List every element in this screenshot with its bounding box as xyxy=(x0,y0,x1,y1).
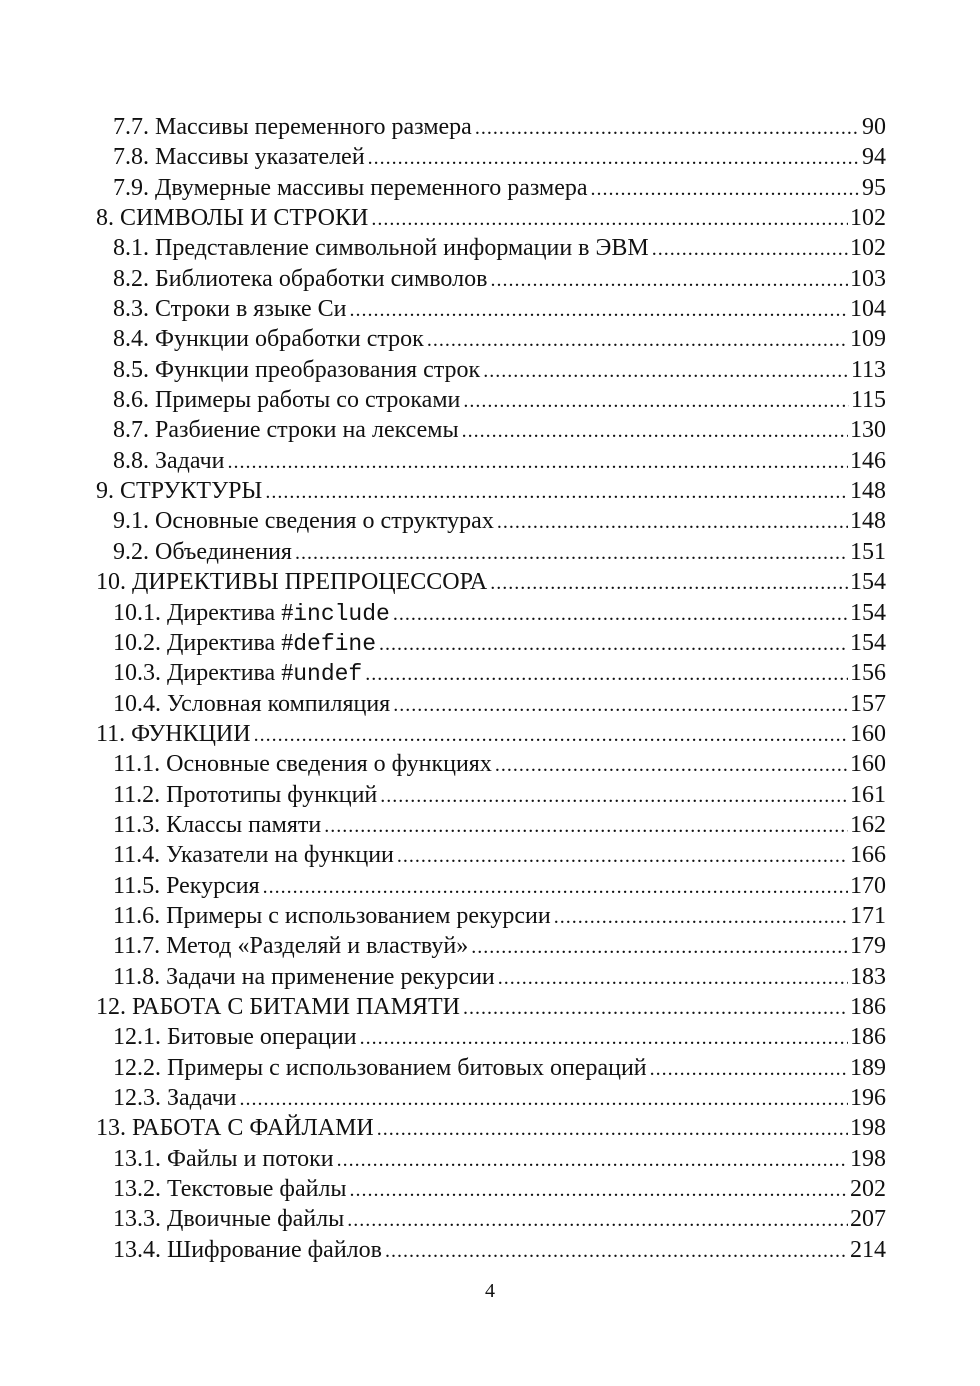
toc-section-entry[interactable] xyxy=(96,294,886,324)
toc-page-number: 113 xyxy=(850,356,886,383)
toc-entry-title xyxy=(113,537,292,567)
toc-entry-title xyxy=(113,658,362,688)
toc-entry-text: 7.7. Массивы переменного размера xyxy=(113,114,472,140)
toc-entry-text: 10. ДИРЕКТИВЫ ПРЕПРОЦЕССОРА xyxy=(96,569,488,596)
toc-entry-text: 11.6. Примеры с использованием рекурсии xyxy=(113,902,551,929)
toc-page-number: 148 xyxy=(850,508,886,535)
toc-page-number: 202 xyxy=(850,1176,886,1203)
toc-page-number: 102 xyxy=(850,205,886,232)
toc-section-entry[interactable] xyxy=(96,689,886,719)
toc-page-number: 94 xyxy=(862,144,886,171)
toc-page-number: 130 xyxy=(850,417,886,444)
toc-entry-text: 8.8. Задачи xyxy=(113,447,225,474)
toc-entry-text: 11.8. Задачи на применение рекурсии xyxy=(113,963,495,990)
dot-leader xyxy=(463,386,849,415)
toc-section-entry[interactable] xyxy=(96,1083,886,1113)
toc-entry-text: 12.1. Битовые операции xyxy=(113,1024,357,1051)
toc-page-number: 162 xyxy=(850,811,886,838)
dot-leader xyxy=(254,720,848,749)
toc-section-entry[interactable] xyxy=(96,749,886,779)
dot-leader xyxy=(350,1175,848,1204)
toc-page-number: 166 xyxy=(850,842,886,869)
toc-section-entry[interactable] xyxy=(96,658,886,688)
toc-entry-text: 8.4. Функции обработки строк xyxy=(113,326,424,353)
dot-leader xyxy=(371,204,848,233)
toc-page-number: 198 xyxy=(850,1145,886,1172)
toc-page-number: 183 xyxy=(850,963,886,990)
toc-entry-code: define xyxy=(293,630,377,657)
toc-section-entry[interactable] xyxy=(96,931,886,961)
dot-leader xyxy=(380,781,848,810)
toc-chapter-entry[interactable] xyxy=(96,203,886,233)
toc-entry-title xyxy=(113,173,588,203)
toc-section-entry[interactable] xyxy=(96,962,886,992)
toc-entry-text: 8.2. Библиотека обработки символов xyxy=(113,265,488,292)
toc-page-number: 207 xyxy=(850,1206,886,1233)
toc-page-number: 154 xyxy=(850,629,886,656)
dot-leader xyxy=(240,1084,849,1113)
toc-entry-title xyxy=(113,415,459,445)
toc-entry-text: 7.8. Массивы указателей xyxy=(113,144,365,171)
toc-entry-text: 13.2. Текстовые файлы xyxy=(113,1176,347,1203)
dot-leader xyxy=(498,963,848,992)
toc-entry-title xyxy=(113,324,424,354)
toc-section-entry[interactable] xyxy=(96,1022,886,1052)
toc-entry-text: 12.3. Задачи xyxy=(113,1085,237,1111)
toc-chapter-entry[interactable] xyxy=(96,1113,886,1143)
toc-page-number: 186 xyxy=(850,1024,886,1051)
toc-entry-text: 12.2. Примеры с использованием битовых операций xyxy=(113,1054,647,1081)
dot-leader xyxy=(490,265,848,294)
toc-entry-title xyxy=(113,1235,382,1265)
toc-section-entry[interactable] xyxy=(96,628,886,658)
toc-page-number: 170 xyxy=(850,872,886,899)
dot-leader xyxy=(490,568,848,597)
toc-entry-text: 11. ФУНКЦИИ xyxy=(96,720,251,747)
toc-entry-title xyxy=(113,1083,237,1113)
toc-entry-title xyxy=(113,749,492,779)
toc-entry-code: include xyxy=(293,600,390,627)
toc-entry-text: 8.6. Примеры работы со строками xyxy=(113,387,461,414)
toc-page-number: 151 xyxy=(850,538,886,565)
toc-page-number: 156 xyxy=(850,660,886,687)
toc-entry-text: 8.1. Представление символьной информации в ЭВМ xyxy=(113,235,649,262)
toc-entry-title xyxy=(96,476,262,506)
toc-page-number: 189 xyxy=(850,1054,886,1081)
toc-entry-title xyxy=(113,1053,647,1083)
toc-page-number: 103 xyxy=(850,265,886,292)
toc-entry-title xyxy=(113,355,480,385)
toc-entry-text: 10.2. Директива # xyxy=(113,629,294,656)
toc-section-entry[interactable] xyxy=(96,598,886,628)
page-number: 4 xyxy=(485,1280,495,1302)
dot-leader xyxy=(350,295,848,324)
toc-entry-text: 13. РАБОТА С ФАЙЛАМИ xyxy=(96,1115,374,1142)
dot-leader xyxy=(497,507,848,536)
toc-entry-text: 10.4. Условная компиляция xyxy=(113,690,391,717)
toc-section-entry[interactable] xyxy=(96,1144,886,1174)
toc-page-number: 104 xyxy=(850,296,886,323)
toc-entry-title xyxy=(113,598,390,628)
toc-entry-text: 8. СИМВОЛЫ И СТРОКИ xyxy=(96,205,369,232)
toc-entry-title xyxy=(113,901,551,931)
toc-page-number: 161 xyxy=(850,781,886,808)
dot-leader xyxy=(263,872,848,901)
toc-entry-title xyxy=(96,719,251,749)
dot-leader xyxy=(475,113,860,142)
toc-entry-title xyxy=(113,962,495,992)
toc-section-entry[interactable] xyxy=(96,506,886,536)
toc-section-entry[interactable] xyxy=(96,233,886,263)
toc-entry-title xyxy=(113,840,394,870)
dot-leader xyxy=(377,1114,848,1143)
toc-chapter-entry[interactable] xyxy=(96,719,886,749)
toc-entry-title xyxy=(96,1113,374,1143)
toc-section-entry[interactable] xyxy=(96,810,886,840)
toc-entry-title xyxy=(96,203,368,233)
toc-page-number: 115 xyxy=(850,387,886,414)
toc-page-number: 214 xyxy=(850,1236,886,1263)
dot-leader xyxy=(554,902,848,931)
toc-entry-title xyxy=(113,780,377,810)
toc-page-number: 160 xyxy=(850,751,886,778)
toc-section-entry[interactable] xyxy=(96,324,886,354)
toc-page-number: 90 xyxy=(862,114,886,140)
table-of-contents xyxy=(96,112,886,1265)
toc-section-entry[interactable] xyxy=(96,1053,886,1083)
toc-page-number: 102 xyxy=(850,235,886,262)
toc-entry-title xyxy=(113,506,494,536)
dot-leader xyxy=(462,416,848,445)
toc-section-entry[interactable] xyxy=(96,840,886,870)
toc-entry-title xyxy=(113,1204,344,1234)
toc-page-number: 179 xyxy=(850,933,886,960)
toc-section-entry[interactable] xyxy=(96,112,886,142)
toc-page-number: 196 xyxy=(850,1085,886,1111)
dot-leader xyxy=(337,1145,848,1174)
toc-entry-text: 9.2. Объединения xyxy=(113,538,292,565)
toc-entry-title xyxy=(96,992,460,1022)
toc-entry-code: undef xyxy=(293,661,363,688)
toc-section-entry[interactable] xyxy=(96,415,886,445)
toc-entry-text: 8.5. Функции преобразования строк xyxy=(113,356,481,383)
toc-page-number: 109 xyxy=(850,326,886,353)
toc-entry-title xyxy=(113,264,487,294)
toc-section-entry[interactable] xyxy=(96,780,886,810)
dot-leader xyxy=(393,690,848,719)
toc-page-number: 154 xyxy=(850,569,886,596)
dot-leader xyxy=(295,538,848,567)
toc-chapter-entry[interactable] xyxy=(96,476,886,506)
toc-entry-text: 8.3. Строки в языке Си xyxy=(113,296,347,323)
toc-entry-text: 11.3. Классы памяти xyxy=(113,811,322,838)
toc-section-entry[interactable] xyxy=(96,446,886,476)
toc-entry-title xyxy=(113,142,365,172)
dot-leader xyxy=(427,325,848,354)
toc-section-entry[interactable] xyxy=(96,1174,886,1204)
dot-leader xyxy=(483,356,849,385)
toc-section-entry[interactable] xyxy=(96,1235,886,1265)
toc-entry-title xyxy=(113,1022,357,1052)
toc-section-entry[interactable] xyxy=(96,142,886,172)
toc-section-entry[interactable] xyxy=(96,901,886,931)
dot-leader xyxy=(385,1236,848,1265)
toc-entry-title xyxy=(113,233,649,263)
toc-entry-title xyxy=(113,1144,334,1174)
dot-leader xyxy=(463,993,848,1022)
toc-entry-text: 11.1. Основные сведения о функциях xyxy=(113,751,492,778)
dot-leader xyxy=(365,659,848,688)
toc-entry-text: 13.3. Двоичные файлы xyxy=(113,1206,345,1233)
toc-page-number: 186 xyxy=(850,993,886,1020)
toc-section-entry[interactable] xyxy=(96,264,886,294)
dot-leader xyxy=(379,629,848,658)
dot-leader xyxy=(397,841,848,870)
dot-leader xyxy=(324,811,848,840)
dot-leader xyxy=(228,447,849,476)
toc-entry-text: 11.2. Прототипы функций xyxy=(113,781,378,808)
toc-section-entry[interactable] xyxy=(96,173,886,203)
toc-entry-title xyxy=(113,931,468,961)
dot-leader xyxy=(471,932,848,961)
toc-entry-text: 11.7. Метод «Разделяй и властвуй» xyxy=(113,933,469,960)
toc-page-number: 154 xyxy=(850,599,886,626)
toc-entry-text: 11.4. Указатели на функции xyxy=(113,842,394,869)
toc-entry-title xyxy=(113,628,376,658)
toc-entry-title xyxy=(113,689,390,719)
toc-entry-title xyxy=(113,810,321,840)
dot-leader xyxy=(591,174,860,203)
toc-entry-text: 7.9. Двумерные массивы переменного размера xyxy=(113,174,588,201)
toc-entry-title xyxy=(113,1174,347,1204)
toc-section-entry[interactable] xyxy=(96,871,886,901)
toc-entry-title xyxy=(113,446,225,476)
dot-leader xyxy=(347,1205,848,1234)
toc-entry-title xyxy=(113,112,472,142)
toc-entry-text: 11.5. Рекурсия xyxy=(113,872,260,899)
dot-leader xyxy=(368,143,860,172)
toc-entry-title xyxy=(113,385,460,415)
toc-page-number: 95 xyxy=(862,174,886,201)
toc-chapter-entry[interactable] xyxy=(96,567,886,597)
dot-leader xyxy=(650,1054,848,1083)
toc-entry-text: 10.1. Директива # xyxy=(113,599,294,626)
toc-chapter-entry[interactable] xyxy=(96,992,886,1022)
toc-entry-text: 9. СТРУКТУРЫ xyxy=(96,478,263,505)
toc-page-number: 148 xyxy=(850,478,886,505)
toc-section-entry[interactable] xyxy=(96,385,886,415)
toc-entry-text: 9.1. Основные сведения о структурах xyxy=(113,508,494,535)
toc-section-entry[interactable] xyxy=(96,537,886,567)
toc-entry-text: 8.7. Разбиение строки на лексемы xyxy=(113,417,459,444)
toc-section-entry[interactable] xyxy=(96,355,886,385)
dot-leader xyxy=(360,1023,848,1052)
dot-leader xyxy=(265,477,848,506)
toc-page-number: 171 xyxy=(850,902,886,929)
toc-page-number: 198 xyxy=(850,1115,886,1142)
toc-entry-text: 10.3. Директива # xyxy=(113,660,294,687)
toc-entry-text: 12. РАБОТА С БИТАМИ ПАМЯТИ xyxy=(96,993,460,1020)
toc-entry-text: 13.1. Файлы и потоки xyxy=(113,1145,334,1172)
toc-page-number: 146 xyxy=(850,447,886,474)
toc-entry-title xyxy=(113,294,347,324)
dot-leader xyxy=(652,234,848,263)
toc-section-entry[interactable] xyxy=(96,1204,886,1234)
toc-page-number: 157 xyxy=(850,690,886,717)
toc-entry-title xyxy=(96,567,487,597)
toc-entry-text: 13.4. Шифрование файлов xyxy=(113,1236,382,1263)
dot-leader xyxy=(495,750,848,779)
dot-leader xyxy=(393,599,848,628)
toc-page-number: 160 xyxy=(850,720,886,747)
toc-entry-title xyxy=(113,871,260,901)
